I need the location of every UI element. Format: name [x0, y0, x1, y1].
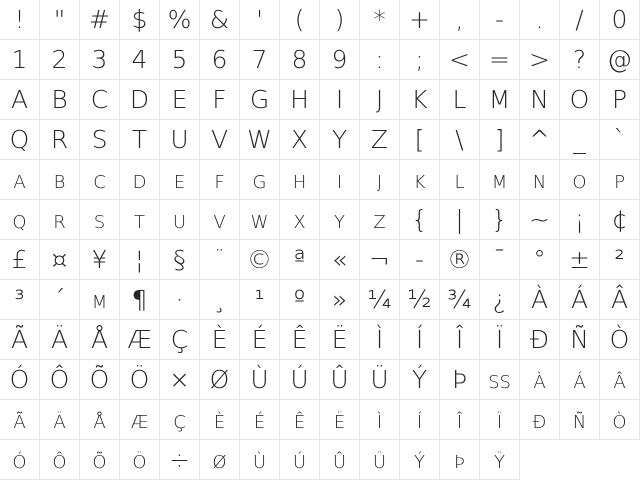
char-cell[interactable]: 2	[40, 40, 80, 80]
char-cell[interactable]: `	[600, 120, 640, 160]
char-cell[interactable]: ,	[440, 0, 480, 40]
char-cell[interactable]: Ù	[240, 360, 280, 400]
char-cell[interactable]: â	[600, 360, 640, 400]
char-cell[interactable]: ÷	[160, 440, 200, 480]
char-cell[interactable]: D	[120, 80, 160, 120]
char-cell[interactable]: x	[280, 200, 320, 240]
char-cell[interactable]: µ	[80, 280, 120, 320]
char-cell[interactable]: ù	[240, 440, 280, 480]
char-cell[interactable]: »	[320, 280, 360, 320]
char-cell[interactable]: ò	[600, 400, 640, 440]
char-cell[interactable]: /	[560, 0, 600, 40]
char-cell[interactable]: l	[440, 160, 480, 200]
char-cell[interactable]: z	[360, 200, 400, 240]
char-cell[interactable]: =	[480, 40, 520, 80]
char-cell[interactable]: *	[360, 0, 400, 40]
char-cell[interactable]: :	[360, 40, 400, 80]
char-cell[interactable]: ¨	[200, 240, 240, 280]
char-cell[interactable]: Ú	[280, 360, 320, 400]
char-cell[interactable]: 8	[280, 40, 320, 80]
char-cell[interactable]: 3	[80, 40, 120, 80]
char-cell[interactable]: ã	[0, 400, 40, 440]
char-cell[interactable]: Á	[560, 280, 600, 320]
char-cell[interactable]: k	[400, 160, 440, 200]
char-cell[interactable]: Ð	[520, 320, 560, 360]
char-cell[interactable]: "	[40, 0, 80, 40]
char-cell[interactable]: Æ	[120, 320, 160, 360]
char-cell[interactable]: ?	[560, 40, 600, 80]
char-cell[interactable]: 4	[120, 40, 160, 80]
char-cell[interactable]: v	[200, 200, 240, 240]
char-cell[interactable]: J	[360, 80, 400, 120]
char-cell[interactable]: î	[440, 400, 480, 440]
char-cell[interactable]: y	[320, 200, 360, 240]
char-cell[interactable]: É	[240, 320, 280, 360]
char-cell[interactable]: T	[120, 120, 160, 160]
char-cell[interactable]: Ç	[160, 320, 200, 360]
char-cell[interactable]: <	[440, 40, 480, 80]
char-cell[interactable]: f	[200, 160, 240, 200]
char-cell[interactable]: $	[120, 0, 160, 40]
char-cell[interactable]: Î	[440, 320, 480, 360]
char-cell[interactable]: j	[360, 160, 400, 200]
char-cell[interactable]: .	[520, 0, 560, 40]
char-cell[interactable]: >	[520, 40, 560, 80]
char-cell[interactable]: Ö	[120, 360, 160, 400]
char-cell[interactable]: ¢	[600, 200, 640, 240]
char-cell[interactable]: Ì	[360, 320, 400, 360]
char-cell[interactable]: ;	[400, 40, 440, 80]
char-cell[interactable]: ®	[440, 240, 480, 280]
char-cell[interactable]: ÿ	[480, 440, 520, 480]
char-cell[interactable]: A	[0, 80, 40, 120]
char-cell[interactable]: ¼	[360, 280, 400, 320]
char-cell[interactable]: ×	[160, 360, 200, 400]
char-cell[interactable]: F	[200, 80, 240, 120]
char-cell[interactable]: Ä	[40, 320, 80, 360]
char-cell[interactable]: -	[480, 0, 520, 40]
char-cell[interactable]: ë	[320, 400, 360, 440]
char-cell[interactable]: þ	[440, 440, 480, 480]
char-cell[interactable]: +	[400, 0, 440, 40]
char-cell[interactable]: À	[520, 280, 560, 320]
char-cell[interactable]: ´	[40, 280, 80, 320]
char-cell[interactable]: U	[160, 120, 200, 160]
char-cell[interactable]: Ñ	[560, 320, 600, 360]
char-cell[interactable]: Ò	[600, 320, 640, 360]
char-cell[interactable]: õ	[80, 440, 120, 480]
char-cell[interactable]: R	[40, 120, 80, 160]
char-cell[interactable]: X	[280, 120, 320, 160]
char-cell[interactable]: P	[600, 80, 640, 120]
char-cell[interactable]: L	[440, 80, 480, 120]
char-cell[interactable]: Õ	[80, 360, 120, 400]
char-cell[interactable]: #	[80, 0, 120, 40]
char-cell[interactable]: )	[320, 0, 360, 40]
char-cell[interactable]: @	[600, 40, 640, 80]
char-cell[interactable]: ¸	[200, 280, 240, 320]
char-cell[interactable]: |	[440, 200, 480, 240]
char-cell[interactable]: ð	[520, 400, 560, 440]
char-cell[interactable]: 9	[320, 40, 360, 80]
char-cell[interactable]: ¥	[80, 240, 120, 280]
char-cell[interactable]: Ü	[360, 360, 400, 400]
char-cell[interactable]: ú	[280, 440, 320, 480]
char-cell[interactable]: ²	[600, 240, 640, 280]
char-cell[interactable]: ¿	[480, 280, 520, 320]
char-cell[interactable]: n	[520, 160, 560, 200]
char-cell[interactable]: Y	[320, 120, 360, 160]
char-cell[interactable]: O	[560, 80, 600, 120]
char-cell[interactable]: c	[80, 160, 120, 200]
char-cell[interactable]: ±	[560, 240, 600, 280]
char-cell[interactable]: i	[320, 160, 360, 200]
char-cell[interactable]: 0	[600, 0, 640, 40]
char-cell[interactable]: W	[240, 120, 280, 160]
char-cell[interactable]: a	[0, 160, 40, 200]
char-cell[interactable]: í	[400, 400, 440, 440]
char-cell[interactable]: V	[200, 120, 240, 160]
char-cell[interactable]: ¡	[560, 200, 600, 240]
char-cell[interactable]: }	[480, 200, 520, 240]
char-cell[interactable]: m	[480, 160, 520, 200]
char-cell[interactable]: ý	[400, 440, 440, 480]
char-cell[interactable]: ~	[520, 200, 560, 240]
char-cell[interactable]: K	[400, 80, 440, 120]
char-cell[interactable]: ‐	[400, 240, 440, 280]
char-cell[interactable]: ¤	[40, 240, 80, 280]
char-cell[interactable]: Q	[0, 120, 40, 160]
char-cell[interactable]: È	[200, 320, 240, 360]
char-cell[interactable]: h	[280, 160, 320, 200]
char-cell[interactable]: ·	[160, 280, 200, 320]
char-cell[interactable]: ©	[240, 240, 280, 280]
char-cell[interactable]: \	[440, 120, 480, 160]
char-cell[interactable]: C	[80, 80, 120, 120]
char-cell[interactable]: Û	[320, 360, 360, 400]
char-cell[interactable]: Z	[360, 120, 400, 160]
char-cell[interactable]: N	[520, 80, 560, 120]
char-cell[interactable]: £	[0, 240, 40, 280]
char-cell[interactable]: ]	[480, 120, 520, 160]
char-cell[interactable]: ¬	[360, 240, 400, 280]
char-cell[interactable]: ï	[480, 400, 520, 440]
char-cell[interactable]: Í	[400, 320, 440, 360]
char-cell[interactable]: Â	[600, 280, 640, 320]
char-cell[interactable]: o	[560, 160, 600, 200]
char-cell[interactable]: g	[240, 160, 280, 200]
char-cell[interactable]: %	[160, 0, 200, 40]
char-cell[interactable]: Ý	[400, 360, 440, 400]
char-cell[interactable]: s	[80, 200, 120, 240]
char-cell[interactable]: &	[200, 0, 240, 40]
char-cell[interactable]: {	[400, 200, 440, 240]
char-cell[interactable]: 6	[200, 40, 240, 80]
char-cell[interactable]: ä	[40, 400, 80, 440]
char-cell[interactable]: ó	[0, 440, 40, 480]
char-cell[interactable]: ì	[360, 400, 400, 440]
char-cell[interactable]: [	[400, 120, 440, 160]
char-cell[interactable]: b	[40, 160, 80, 200]
char-cell[interactable]: Ë	[320, 320, 360, 360]
char-cell[interactable]: t	[120, 200, 160, 240]
char-cell[interactable]: ê	[280, 400, 320, 440]
char-cell[interactable]: r	[40, 200, 80, 240]
char-cell[interactable]: q	[0, 200, 40, 240]
char-cell[interactable]: æ	[120, 400, 160, 440]
char-cell[interactable]: M	[480, 80, 520, 120]
char-cell[interactable]: G	[240, 80, 280, 120]
char-cell[interactable]: u	[160, 200, 200, 240]
char-cell[interactable]: ¦	[120, 240, 160, 280]
char-cell[interactable]: p	[600, 160, 640, 200]
char-cell[interactable]: 1	[0, 40, 40, 80]
char-cell[interactable]: å	[80, 400, 120, 440]
char-cell[interactable]: Þ	[440, 360, 480, 400]
char-cell[interactable]: ñ	[560, 400, 600, 440]
char-cell[interactable]: ø	[200, 440, 240, 480]
char-cell[interactable]: E	[160, 80, 200, 120]
char-cell[interactable]: °	[520, 240, 560, 280]
char-cell[interactable]: S	[80, 120, 120, 160]
char-cell[interactable]: I	[320, 80, 360, 120]
char-cell[interactable]: ¯	[480, 240, 520, 280]
char-cell[interactable]: ¹	[240, 280, 280, 320]
char-cell[interactable]: _	[560, 120, 600, 160]
char-cell[interactable]: ^	[520, 120, 560, 160]
char-cell[interactable]: !	[0, 0, 40, 40]
char-cell[interactable]: §	[160, 240, 200, 280]
char-cell[interactable]: Ê	[280, 320, 320, 360]
char-cell[interactable]: e	[160, 160, 200, 200]
char-cell[interactable]: B	[40, 80, 80, 120]
char-cell[interactable]: «	[320, 240, 360, 280]
char-cell[interactable]: d	[120, 160, 160, 200]
char-cell[interactable]: (	[280, 0, 320, 40]
char-cell[interactable]: w	[240, 200, 280, 240]
char-cell[interactable]: Ó	[0, 360, 40, 400]
char-cell[interactable]: ç	[160, 400, 200, 440]
char-cell[interactable]: ô	[40, 440, 80, 480]
char-cell[interactable]: H	[280, 80, 320, 120]
char-cell[interactable]: ö	[120, 440, 160, 480]
char-cell[interactable]: '	[240, 0, 280, 40]
char-cell[interactable]: á	[560, 360, 600, 400]
char-cell[interactable]: û	[320, 440, 360, 480]
char-cell[interactable]: 5	[160, 40, 200, 80]
char-cell[interactable]: Ï	[480, 320, 520, 360]
char-cell[interactable]: º	[280, 280, 320, 320]
char-cell[interactable]: 7	[240, 40, 280, 80]
char-cell[interactable]: ¶	[120, 280, 160, 320]
char-cell[interactable]: Ã	[0, 320, 40, 360]
char-cell[interactable]: ª	[280, 240, 320, 280]
char-cell[interactable]: Ô	[40, 360, 80, 400]
char-cell[interactable]: è	[200, 400, 240, 440]
char-cell[interactable]: ³	[0, 280, 40, 320]
char-cell[interactable]: ü	[360, 440, 400, 480]
char-cell[interactable]: à	[520, 360, 560, 400]
char-cell[interactable]: Ø	[200, 360, 240, 400]
char-cell[interactable]: ¾	[440, 280, 480, 320]
char-cell[interactable]: é	[240, 400, 280, 440]
char-cell[interactable]: ½	[400, 280, 440, 320]
char-cell[interactable]: Å	[80, 320, 120, 360]
char-cell[interactable]: ß	[480, 360, 520, 400]
